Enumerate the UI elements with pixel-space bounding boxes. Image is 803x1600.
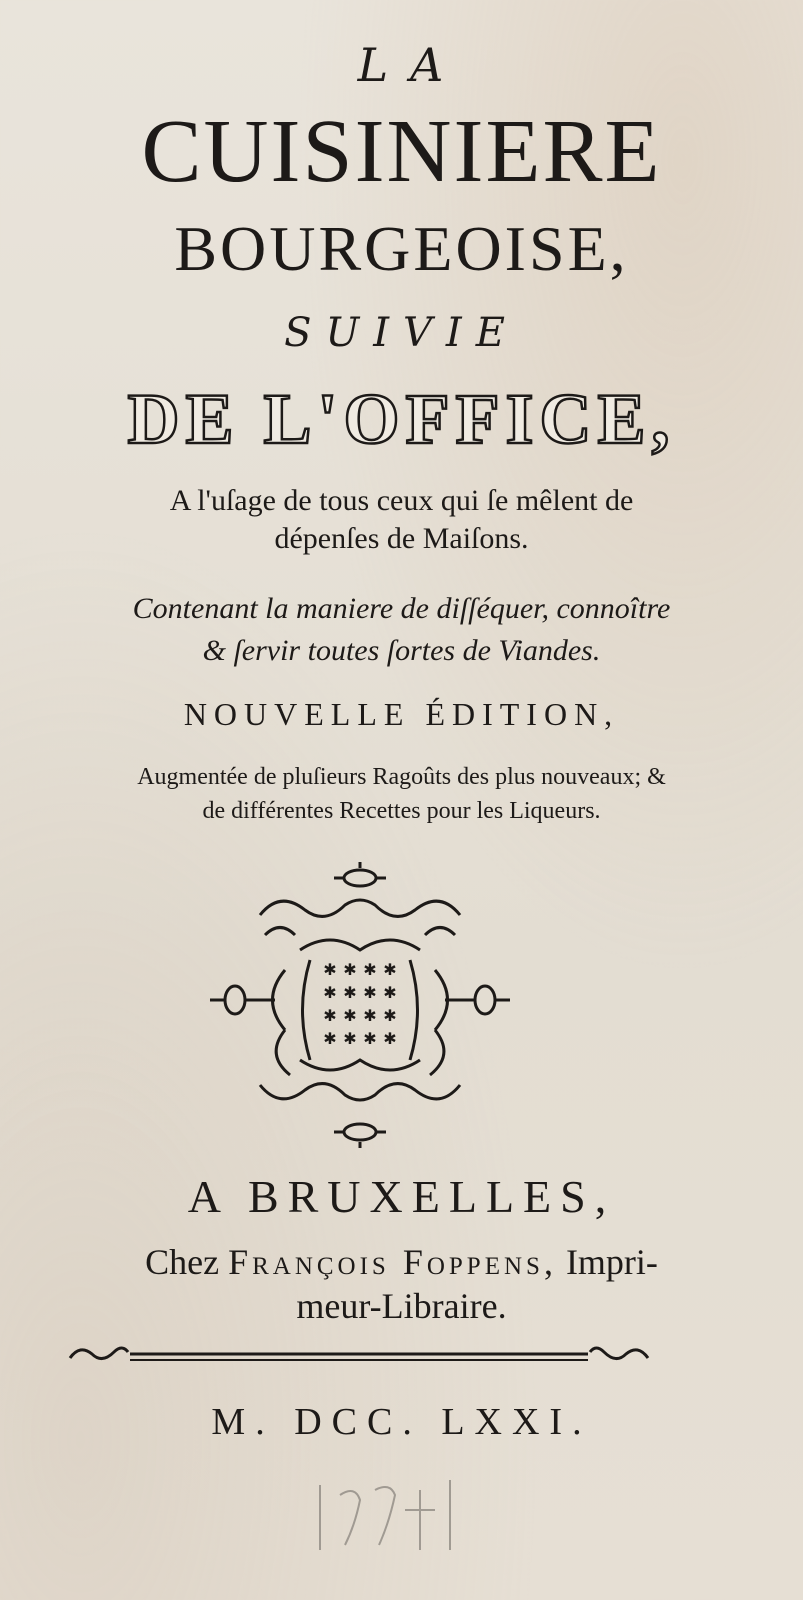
subtitle-usage-line1: A l'uſage de tous ceux qui ſe mêlent de [169,484,634,517]
edition-heading: NOUVELLE ÉDITION, [183,696,620,732]
subtitle-contenant-line2: & ſervir toutes ſortes de Viandes. [202,634,601,667]
subtitle-usage [0,482,803,558]
svg-text:✱: ✱ [343,960,357,979]
svg-text:✱: ✱ [383,983,397,1002]
title-suivie: SUIVIE [284,310,519,356]
subtitle-contenant-line1: Contenant la maniere de diſſéquer, connoître [132,592,671,625]
svg-text:✱: ✱ [323,960,337,979]
svg-text:✱: ✱ [383,1006,397,1025]
svg-text:✱: ✱ [363,1006,377,1025]
imprint-printer-line2: meur-Libraire. [296,1286,507,1326]
imprint-printer [0,1240,803,1328]
handwritten-mark-icon [300,1470,470,1560]
svg-text:✱: ✱ [323,1029,337,1048]
svg-text:✱: ✱ [383,960,397,979]
subtitle-contenant [0,588,803,672]
svg-text:✱: ✱ [363,983,377,1002]
imprint-printer-title1: Impri- [565,1242,658,1282]
svg-text:✱: ✱ [323,1006,337,1025]
imprint-chez: Chez [145,1242,220,1282]
subtitle-usage-line2: dépenſes de Maiſons. [274,522,529,555]
imprint-printer-line1 [0,1240,803,1284]
imprint-printer-name: François Foppens, [228,1242,557,1282]
svg-text:✱: ✱ [343,1006,357,1025]
svg-text:✱: ✱ [343,983,357,1002]
imprint-year: M. DCC. LXXI. [211,1401,592,1443]
edition-description-line1: Augmentée de pluſieurs Ragoûts des plus nouveaux; & [137,764,666,790]
title-secondary: BOURGEOISE, [174,213,629,284]
title-article: LA [357,38,466,92]
title-main: CUISINIERE [141,102,662,201]
imprint-place: A BRUXELLES, [187,1171,616,1222]
edition-description [0,760,803,828]
decorative-rule-icon [66,1336,652,1380]
edition-description-line2: de différentes Recettes pour les Liqueurs. [202,798,601,824]
svg-text:✱: ✱ [363,1029,377,1048]
svg-text:✱: ✱ [363,960,377,979]
title-office: DE L'OFFICE, [127,379,676,459]
svg-text:✱: ✱ [383,1029,397,1048]
svg-text:✱: ✱ [323,983,337,1002]
printers-ornament-icon [205,860,515,1150]
svg-text:✱: ✱ [343,1029,357,1048]
